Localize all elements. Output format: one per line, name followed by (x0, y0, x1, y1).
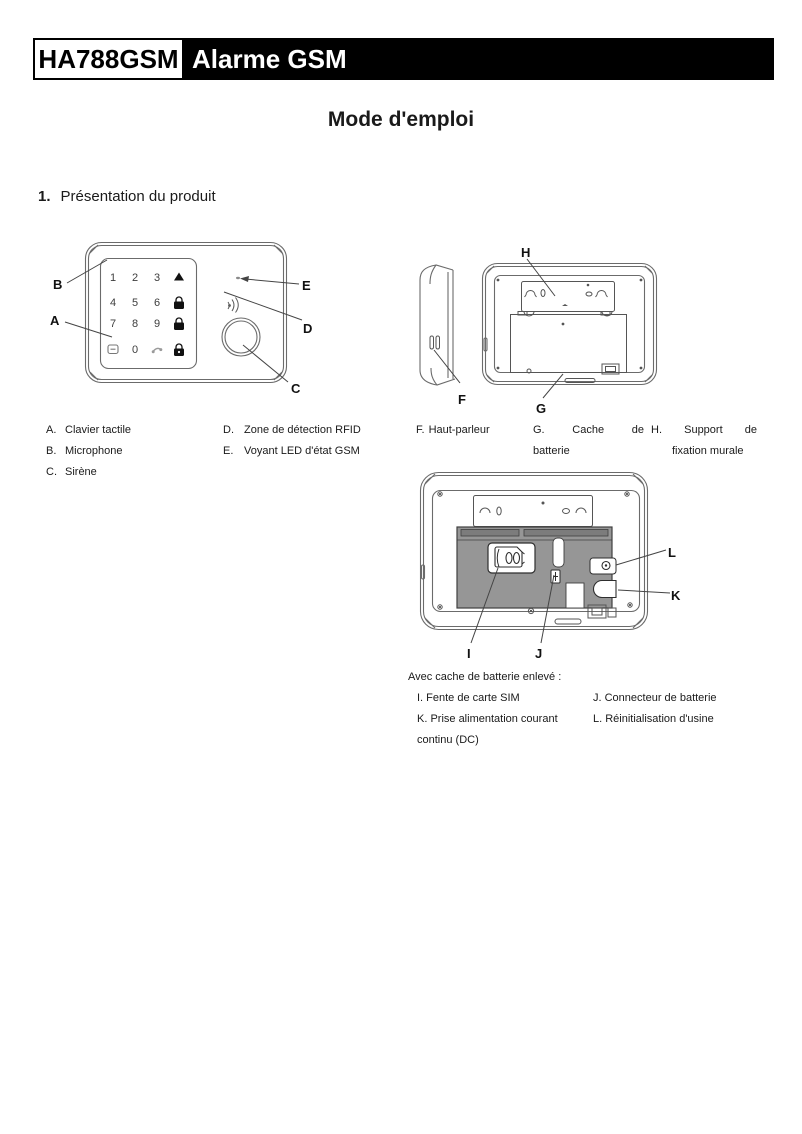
rear-view-diagram (403, 232, 703, 424)
legend-h-line1 (651, 420, 757, 441)
battery-removed-intro: Avec cache de batterie enlevé : (408, 671, 562, 683)
product-title: Alarme GSM (192, 43, 347, 74)
legend-item-f (416, 420, 490, 441)
front-view-diagram (40, 232, 325, 404)
legend-item-l: L. Réinitialisation d'usine (593, 713, 714, 725)
model-badge: HA788GSM (33, 38, 184, 80)
legend-text: Clavier tactile (65, 424, 132, 436)
siren-circle (222, 318, 260, 356)
battery-slot (553, 538, 564, 567)
legend-h-line2: fixation murale (672, 445, 744, 457)
keypad (101, 259, 197, 369)
legend-column-de (223, 420, 361, 462)
arm-icon (174, 273, 184, 281)
led-icon (236, 277, 240, 279)
legend-column-abc (46, 420, 131, 483)
battery-removed-block (408, 667, 778, 751)
section-title: Présentation du produit (60, 188, 216, 205)
label-f: F (458, 392, 466, 407)
keypad-key: 7 (109, 318, 117, 330)
keypad-key: 5 (131, 297, 139, 309)
battery-removed-col2 (593, 688, 778, 751)
side-view (420, 265, 455, 385)
keypad-key: 6 (153, 297, 161, 309)
legend-word: G. (533, 424, 545, 436)
legend-text: Voyant LED d'état GSM (244, 445, 360, 457)
legend-g-line2: batterie (533, 445, 570, 457)
legend-item-k-line2: continu (DC) (417, 734, 479, 746)
arrowhead-e (240, 276, 249, 282)
device-outline (86, 243, 287, 383)
legend-prefix: B. (46, 445, 57, 457)
keypad-key: 0 (131, 344, 139, 356)
label-a: A (50, 313, 60, 328)
sim-card-icon (488, 543, 535, 573)
section-heading (38, 188, 216, 205)
keypad-key: 1 (109, 272, 117, 284)
battery-removed-columns (408, 688, 778, 751)
battery-cover (511, 312, 627, 383)
legend-item-c (46, 462, 131, 483)
legend-item-h (651, 420, 757, 462)
rfid-icon (228, 298, 238, 313)
legend-text: Zone de détection RFID (244, 424, 361, 436)
open-view-diagram (403, 465, 703, 665)
keypad-key: 4 (109, 297, 117, 309)
dc-jack (594, 581, 617, 598)
legend-prefix: D. (223, 424, 234, 436)
legend-word: de (744, 424, 757, 436)
legend-word: de (631, 424, 644, 436)
label-i: I (467, 646, 471, 661)
legend-text: Haut-parleur (428, 424, 490, 436)
legend-word: H. (651, 424, 662, 436)
legend-prefix: A. (46, 424, 57, 436)
document-title: Mode d'emploi (327, 108, 475, 131)
legend-prefix: C. (46, 466, 57, 478)
speaker-slots-icon (430, 336, 440, 349)
lock-icon (174, 318, 184, 330)
phone-key-icon (152, 348, 163, 353)
header-bar (33, 38, 774, 80)
label-d: D (303, 321, 313, 336)
label-g: G (536, 401, 547, 416)
legend-item-j: J. Connecteur de batterie (593, 692, 717, 704)
legend-item-d (223, 420, 361, 441)
legend-g-line1 (533, 420, 644, 441)
label-h: H (521, 245, 531, 260)
legend-prefix: F. (416, 424, 425, 436)
menu-key-icon (108, 345, 118, 354)
label-b: B (53, 277, 63, 292)
screw-dots (497, 279, 643, 370)
legend-item-i: I. Fente de carte SIM (417, 692, 520, 704)
legend-text: Sirène (65, 466, 97, 478)
lock-icon (174, 297, 184, 309)
legend-word: Support (684, 424, 723, 436)
label-e: E (302, 278, 311, 293)
legend-item-a (46, 420, 131, 441)
wall-bracket (522, 282, 615, 317)
legend-word: Cache (572, 424, 605, 436)
keypad-key: 9 (153, 318, 161, 330)
unlock-icon (174, 344, 184, 356)
legend-text: Microphone (65, 445, 123, 457)
legend-prefix: E. (223, 445, 234, 457)
label-c: C (291, 381, 301, 396)
keypad-key: 8 (131, 318, 139, 330)
reset-hole (590, 558, 616, 574)
label-k: K (671, 588, 681, 603)
pcb-area (457, 527, 616, 608)
keypad-key: 2 (131, 272, 139, 284)
legend-item-g (533, 420, 644, 462)
legend-item-k-line1: K. Prise alimentation courant (417, 713, 558, 725)
wall-bracket (474, 496, 593, 527)
label-l: L (668, 545, 676, 560)
label-j: J (535, 646, 543, 661)
battery-removed-col1 (417, 688, 593, 751)
section-number: 1. (38, 188, 51, 205)
legend-item-e (223, 441, 361, 462)
keypad-key: 3 (153, 272, 161, 284)
legend-item-b (46, 441, 131, 462)
